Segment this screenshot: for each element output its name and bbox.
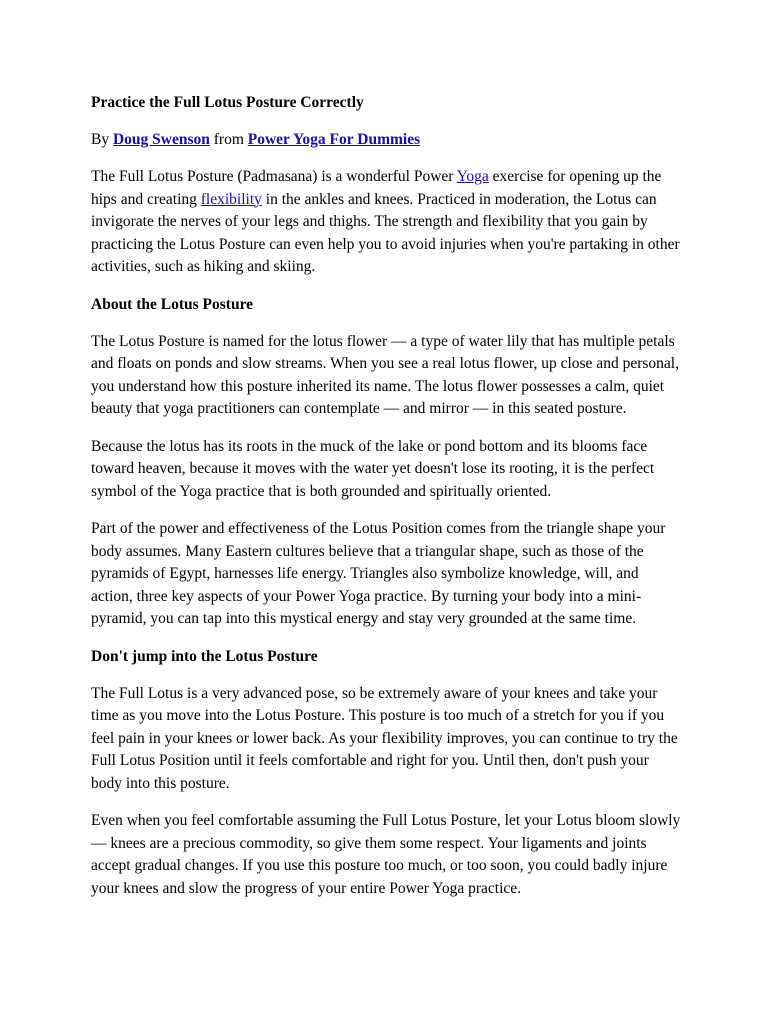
intro-paragraph (91, 166, 691, 279)
section-heading-about: About the Lotus Posture (91, 295, 254, 313)
yoga-link[interactable]: Yoga (456, 168, 489, 185)
paragraph-bloom-slowly: Even when you feel comfortable assuming the Full Lotus Posture, let your Lotus bloom slowly — knees are a precious commodity, so give them some respect. Your ligaments and joints accept gradual changes. If you use this posture too much, or too soon, you could badly injure your knees and slow the progress of your entire Power Yoga practice. (91, 812, 681, 897)
section-heading-dont-jump: Don't jump into the Lotus Posture (91, 647, 318, 665)
paragraph-triangle-shape: Part of the power and effectiveness of the Lotus Position comes from the triangle shape your body assumes. Many Eastern cultures believe that a triangular shape, such as those of the pyramids of Egypt, harnesses life energy. Triangles also symbolize knowledge, will, and action, three key aspects of your Power Yoga practice. By turning your body into a mini-pyramid, you can tap into this mystical energy and stay very grounded at the same time. (91, 520, 666, 627)
author-link[interactable]: Doug Swenson (112, 131, 210, 148)
intro-text-1: The Full Lotus Posture (Padmasana) is a wonderful Power (91, 168, 457, 185)
paragraph-advanced-pose: The Full Lotus is a very advanced pose, so be extremely aware of your knees and take your time as you move into the Lotus Posture. This posture is too much of a stretch for you if you feel pain in your knees or lower back. As your flexibility improves, you can continue to try the Full Lotus Position until it feels comfortable and right for you. Until then, don't push your body into this posture. (91, 684, 678, 792)
byline-from: from (209, 131, 248, 148)
byline (91, 129, 691, 151)
paragraph-lotus-roots: Because the lotus has its roots in the muck of the lake or pond bottom and its blooms face toward heaven, because it moves with the water yet doesn't lose its rooting, it is the perfect symbol of the Yoga practice that is both grounded and spiritually oriented. (91, 437, 655, 500)
paragraph-lotus-flower: The Lotus Posture is named for the lotus flower — a type of water lily that has multiple petals and floats on ponds and slow streams. When you see a real lotus flower, up close and personal, you understand how this posture inherited its name. The lotus flower possesses a calm, quiet beauty that yoga practitioners can contemplate — and mirror — in this seated posture. (91, 332, 679, 417)
intro-text-3: in the ankles and knees. Practiced in moderation, the Lotus can invigorate the nerves of your legs and thighs. The strength and flexibility that you gain by practicing the Lotus Posture can even help you to avoid injuries when you're partaking in other activities, such as hiking and skiing. (91, 190, 680, 275)
byline-by: By (91, 131, 113, 148)
source-book-link[interactable]: Power Yoga For Dummies (247, 131, 421, 148)
article-title: Practice the Full Lotus Posture Correctly (91, 94, 364, 111)
document-page (91, 84, 691, 900)
intro-text-2: exercise for opening up the hips and creating (91, 168, 662, 208)
flexibility-link[interactable]: flexibility (200, 190, 262, 208)
